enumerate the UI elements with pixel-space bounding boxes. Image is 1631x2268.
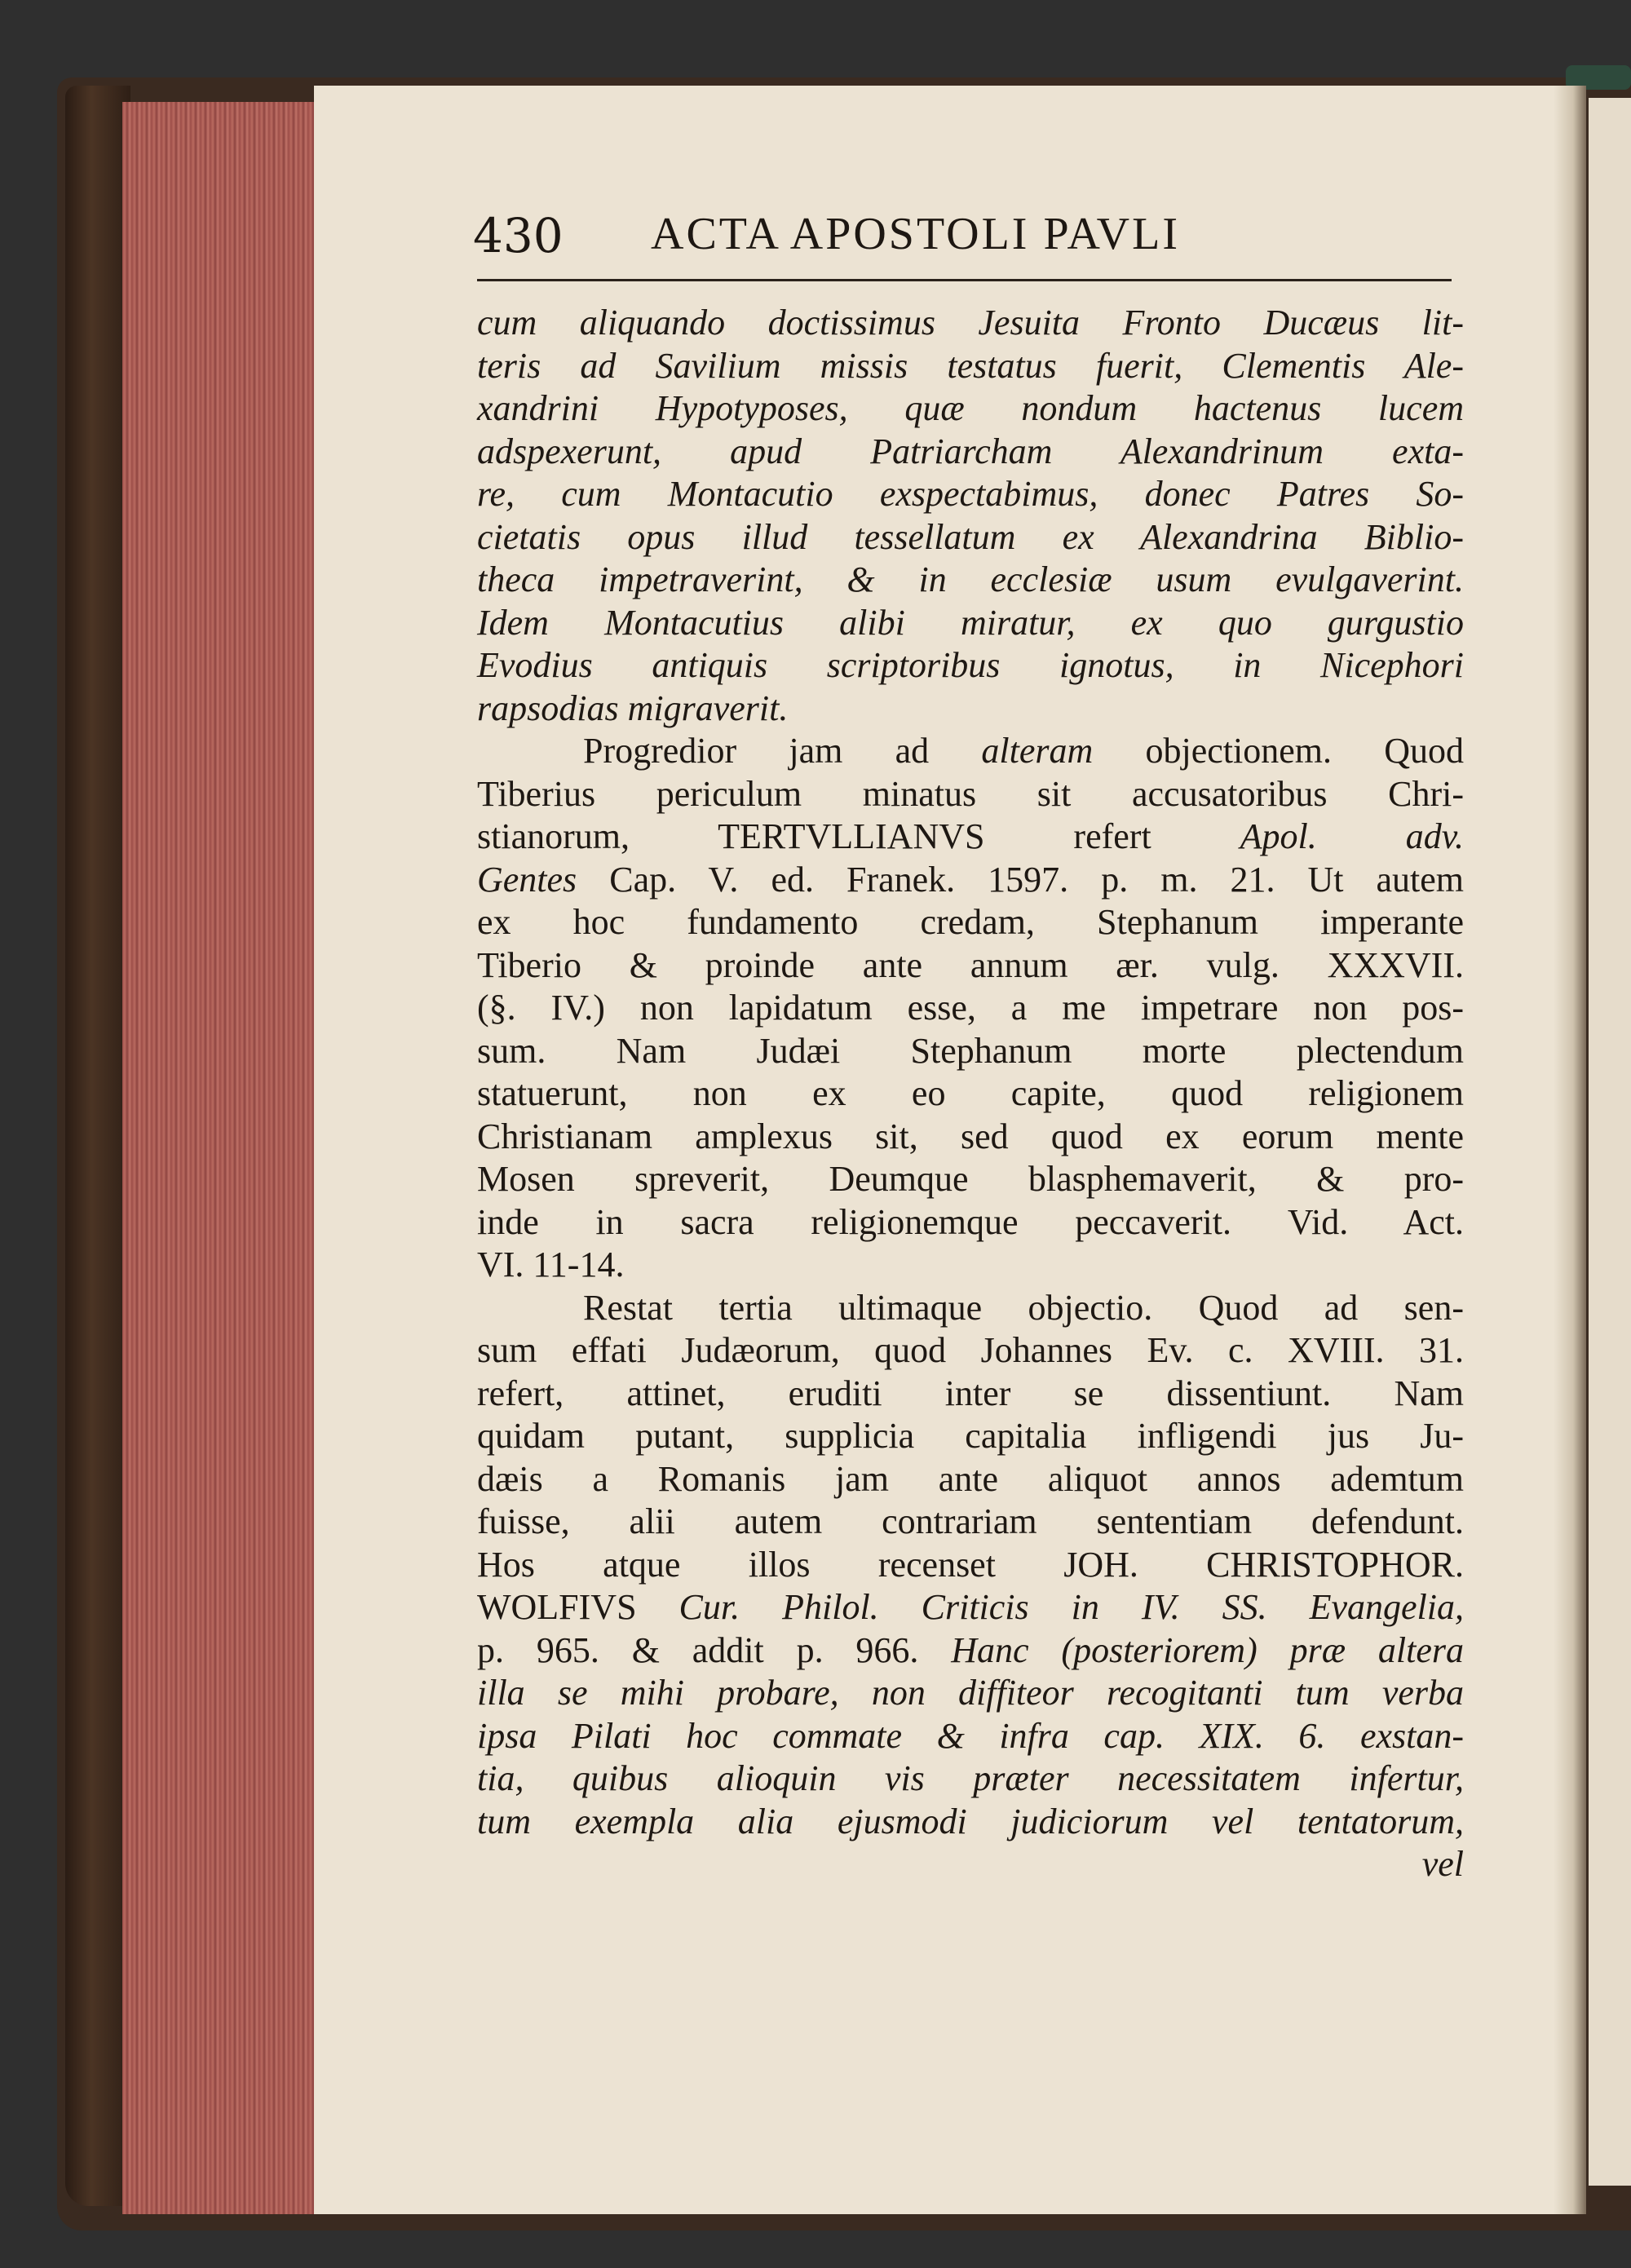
text-segment: objectionem. Quod — [1145, 731, 1465, 771]
paragraph-start-line: Restat tertia ultimaque objectio. Quod ad sen- — [583, 1287, 1464, 1328]
text-line: Idem Montacutius alibi miratur, ex quo gurgustio — [477, 602, 1464, 643]
text-line: tum exempla alia ejusmodi judiciorum vel tentatorum, — [477, 1801, 1464, 1841]
text-line — [477, 1586, 1464, 1629]
text-line: Mosen spreverit, Deumque blasphemaverit, & pro- — [477, 1159, 1464, 1199]
text-line: Evodius antiquis scriptoribus ignotus, in Nicephori — [477, 645, 1464, 685]
page-gutter — [1554, 86, 1586, 2214]
text-line: statuerunt, non ex eo capite, quod religionem — [477, 1073, 1464, 1113]
text-line: Tiberio & proinde ante annum ær. vulg. XXXVII. — [477, 944, 1464, 985]
book-spine-edge — [65, 86, 130, 2206]
text-line: theca impetraverint, & in ecclesiæ usum evulgaverint. — [477, 559, 1464, 599]
italic-segment: Gentes — [477, 859, 577, 900]
running-title: ACTA APOSTOLI PAVLI — [651, 209, 1180, 259]
text-line: adspexerunt, apud Patriarcham Alexandrinum exta- — [477, 431, 1464, 471]
italic-segment: Hanc (posteriorem) præ altera — [951, 1629, 1464, 1670]
text-line — [477, 1629, 1464, 1673]
text-line: rapsodias migraverit. — [477, 687, 789, 728]
italic-segment: Apol. adv. — [1240, 816, 1464, 856]
text-line: quidam putant, supplicia capitalia infligendi jus Ju- — [477, 1416, 1464, 1456]
text-segment: WOLFIVS — [477, 1587, 637, 1627]
text-segment: Progredior jam ad — [583, 731, 930, 771]
text-line: Hos atque illos recenset JOH. CHRISTOPHOR. — [477, 1544, 1464, 1585]
text-line: dæis a Romanis jam ante aliquot annos ademtum — [477, 1458, 1464, 1499]
text-segment: stianorum, TERTVLLIANVS refert — [477, 816, 1151, 856]
text-line: teris ad Savilium missis testatus fuerit, Clementis Ale- — [477, 345, 1464, 386]
body-text — [477, 302, 1464, 1886]
text-line: inde in sacra religionemque peccaverit. Vid. Act. — [477, 1201, 1464, 1242]
text-line: illa se mihi probare, non diffiteor recogitanti tum verba — [477, 1673, 1464, 1713]
text-line: cum aliquando doctissimus Jesuita Fronto Ducæus lit- — [477, 303, 1464, 343]
text-line: re, cum Montacutio exspectabimus, donec Patres So- — [477, 474, 1464, 514]
text-line: tia, quibus alioquin vis præter necessitatem infertur, — [477, 1758, 1464, 1798]
text-line: Christianam amplexus sit, sed quod ex eorum mente — [477, 1116, 1464, 1156]
text-line: sum. Nam Judæi Stephanum morte plectendum — [477, 1030, 1464, 1071]
header-rule — [477, 279, 1452, 281]
facing-page-edge — [1586, 98, 1631, 2186]
text-line: VI. 11-14. — [477, 1245, 625, 1284]
text-segment: p. 965. & addit p. 966. — [477, 1629, 919, 1670]
text-line: fuisse, alii autem contrariam sententiam defendunt. — [477, 1501, 1464, 1541]
text-line: (§. IV.) non lapidatum esse, a me impetrare non pos- — [477, 988, 1464, 1028]
page-header — [473, 208, 1452, 273]
italic-segment: alteram — [981, 731, 1094, 771]
text-line: ipsa Pilati hoc commate & infra cap. XIX. 6. exstan- — [477, 1715, 1464, 1756]
page-edges-red — [122, 102, 321, 2214]
text-line: xandrini Hypotyposes, quæ nondum hactenus lucem — [477, 388, 1464, 428]
text-line — [477, 816, 1464, 859]
page-number: 430 — [473, 208, 564, 263]
text-line: refert, attinet, eruditi inter se dissentiunt. Nam — [477, 1373, 1464, 1413]
text-line: cietatis opus illud tessellatum ex Alexandrina Biblio- — [477, 516, 1464, 557]
catchword: vel — [1421, 1844, 1464, 1884]
paragraph-start-line — [477, 730, 1464, 773]
text-line — [477, 859, 1464, 902]
text-segment: Cap. V. ed. Franek. 1597. p. m. 21. Ut autem — [609, 859, 1465, 900]
text-line: Tiberius periculum minatus sit accusatoribus Chri- — [477, 773, 1464, 814]
text-line: ex hoc fundamento credam, Stephanum imperante — [477, 902, 1464, 942]
italic-segment: Cur. Philol. Criticis in IV. SS. Evangelia, — [678, 1587, 1465, 1627]
text-line: sum effati Judæorum, quod Johannes Ev. c. XVIII. 31. — [477, 1330, 1464, 1370]
